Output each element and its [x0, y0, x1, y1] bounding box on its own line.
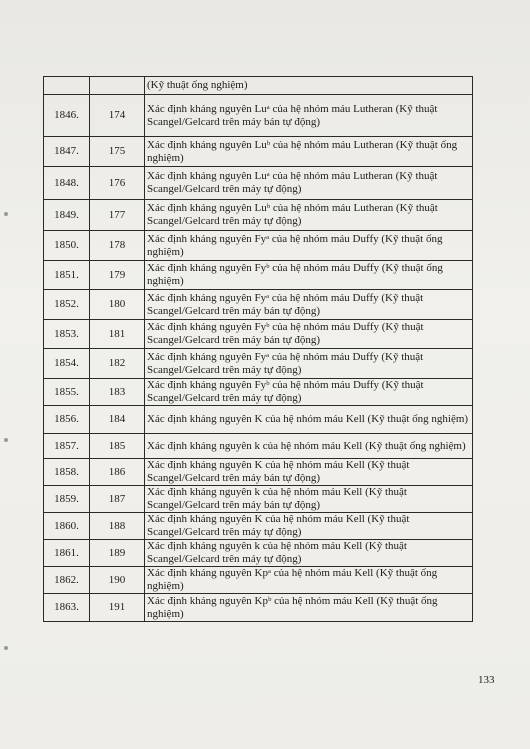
table-cell-name: Xác định kháng nguyên Luᵃ của hệ nhóm máu Lutheran (Kỹ thuật Scangel/Gelcard trên máy bán tự động)	[145, 95, 473, 137]
table-cell-name: Xác định kháng nguyên Fyᵃ của hệ nhóm máu Duffy (Kỹ thuật Scangel/Gelcard trên máy tự động)	[145, 349, 473, 379]
table-row	[44, 594, 473, 622]
punch-hole	[4, 646, 8, 650]
table-cell-num: 181	[90, 320, 145, 349]
table-cell-num: 186	[90, 459, 145, 486]
table-cell-num: 187	[90, 486, 145, 513]
table-row	[44, 261, 473, 290]
table-row	[44, 320, 473, 349]
table-cell-name: Xác định kháng nguyên K của hệ nhóm máu Kell (Kỹ thuật ống nghiệm)	[145, 406, 473, 434]
table-row	[44, 231, 473, 261]
table-cell-stt: 1860.	[44, 513, 90, 540]
table-row	[44, 349, 473, 379]
table-cell-name: Xác định kháng nguyên Fyᵃ của hệ nhóm máu Duffy (Kỹ thuật ống nghiệm)	[145, 231, 473, 261]
table-cell-stt: 1863.	[44, 594, 90, 622]
table-cell-num: 182	[90, 349, 145, 379]
table-cell-num: 188	[90, 513, 145, 540]
table-cell-name: Xác định kháng nguyên Fyᵃ của hệ nhóm máu Duffy (Kỹ thuật Scangel/Gelcard trên máy bán tự động)	[145, 290, 473, 320]
table-cell-name: Xác định kháng nguyên Fyᵇ của hệ nhóm máu Duffy (Kỹ thuật Scangel/Gelcard trên máy tự động)	[145, 379, 473, 406]
table-cell-num: 190	[90, 567, 145, 594]
table-cell-stt: 1859.	[44, 486, 90, 513]
table-cell-stt: 1852.	[44, 290, 90, 320]
table-cell-stt	[44, 77, 90, 95]
table-cell-num: 185	[90, 434, 145, 459]
table-cell-num: 183	[90, 379, 145, 406]
table-cell-stt: 1850.	[44, 231, 90, 261]
table-cell-stt: 1861.	[44, 540, 90, 567]
table-row	[44, 137, 473, 167]
table-cell-stt: 1862.	[44, 567, 90, 594]
table-row	[44, 95, 473, 137]
table-cell-num: 184	[90, 406, 145, 434]
table-row	[44, 513, 473, 540]
table-cell-name: Xác định kháng nguyên k của hệ nhóm máu Kell (Kỹ thuật Scangel/Gelcard trên máy bán tự động)	[145, 486, 473, 513]
table-cell-num: 191	[90, 594, 145, 622]
table-cell-stt: 1853.	[44, 320, 90, 349]
table-cell-stt: 1854.	[44, 349, 90, 379]
table-cell-num	[90, 77, 145, 95]
procedure-table-body	[44, 77, 473, 622]
punch-hole	[4, 438, 8, 442]
table-cell-stt: 1856.	[44, 406, 90, 434]
table-cell-name: Xác định kháng nguyên k của hệ nhóm máu Kell (Kỹ thuật ống nghiệm)	[145, 434, 473, 459]
table-cell-stt: 1849.	[44, 200, 90, 231]
page-number: 133	[478, 674, 495, 686]
table-cell-name: Xác định kháng nguyên Luᵇ của hệ nhóm máu Lutheran (Kỹ thuật ống nghiệm)	[145, 137, 473, 167]
table-cell-num: 179	[90, 261, 145, 290]
table-cell-num: 175	[90, 137, 145, 167]
punch-holes	[4, 0, 12, 749]
table-cell-num: 189	[90, 540, 145, 567]
table-row-continuation	[44, 77, 473, 95]
table-cell-name: Xác định kháng nguyên Kpᵃ của hệ nhóm máu Kell (Kỹ thuật ống nghiệm)	[145, 567, 473, 594]
table-cell-num: 178	[90, 231, 145, 261]
table-cell-name: Xác định kháng nguyên Fyᵇ của hệ nhóm máu Duffy (Kỹ thuật Scangel/Gelcard trên máy bán tự động)	[145, 320, 473, 349]
table-row	[44, 200, 473, 231]
table-cell-stt: 1857.	[44, 434, 90, 459]
table-row	[44, 167, 473, 200]
table-cell-name: Xác định kháng nguyên K của hệ nhóm máu Kell (Kỹ thuật Scangel/Gelcard trên máy tự động)	[145, 513, 473, 540]
table-cell-num: 174	[90, 95, 145, 137]
table-cell-stt: 1858.	[44, 459, 90, 486]
table-cell-name: Xác định kháng nguyên Luᵃ của hệ nhóm máu Lutheran (Kỹ thuật Scangel/Gelcard trên máy tự động)	[145, 167, 473, 200]
table-cell-stt: 1851.	[44, 261, 90, 290]
table-cell-num: 180	[90, 290, 145, 320]
table-cell-name: (Kỹ thuật ống nghiệm)	[145, 77, 473, 95]
table-row	[44, 486, 473, 513]
table-cell-name: Xác định kháng nguyên Fyᵇ của hệ nhóm máu Duffy (Kỹ thuật ống nghiệm)	[145, 261, 473, 290]
table-row	[44, 406, 473, 434]
table-cell-name: Xác định kháng nguyên Luᵇ của hệ nhóm máu Lutheran (Kỹ thuật Scangel/Gelcard trên máy tự động)	[145, 200, 473, 231]
table-cell-num: 177	[90, 200, 145, 231]
procedure-table	[43, 76, 473, 622]
table-cell-name: Xác định kháng nguyên K của hệ nhóm máu Kell (Kỹ thuật Scangel/Gelcard trên máy bán tự động)	[145, 459, 473, 486]
table-row	[44, 290, 473, 320]
table-row	[44, 434, 473, 459]
table-cell-name: Xác định kháng nguyên Kpᵇ của hệ nhóm máu Kell (Kỹ thuật ống nghiệm)	[145, 594, 473, 622]
table-row	[44, 567, 473, 594]
table-row	[44, 379, 473, 406]
table-cell-num: 176	[90, 167, 145, 200]
table-row	[44, 459, 473, 486]
table-cell-stt: 1847.	[44, 137, 90, 167]
table-cell-name: Xác định kháng nguyên k của hệ nhóm máu Kell (Kỹ thuật Scangel/Gelcard trên máy tự động)	[145, 540, 473, 567]
punch-hole	[4, 212, 8, 216]
table-cell-stt: 1855.	[44, 379, 90, 406]
table-cell-stt: 1848.	[44, 167, 90, 200]
table-cell-stt: 1846.	[44, 95, 90, 137]
table-row	[44, 540, 473, 567]
